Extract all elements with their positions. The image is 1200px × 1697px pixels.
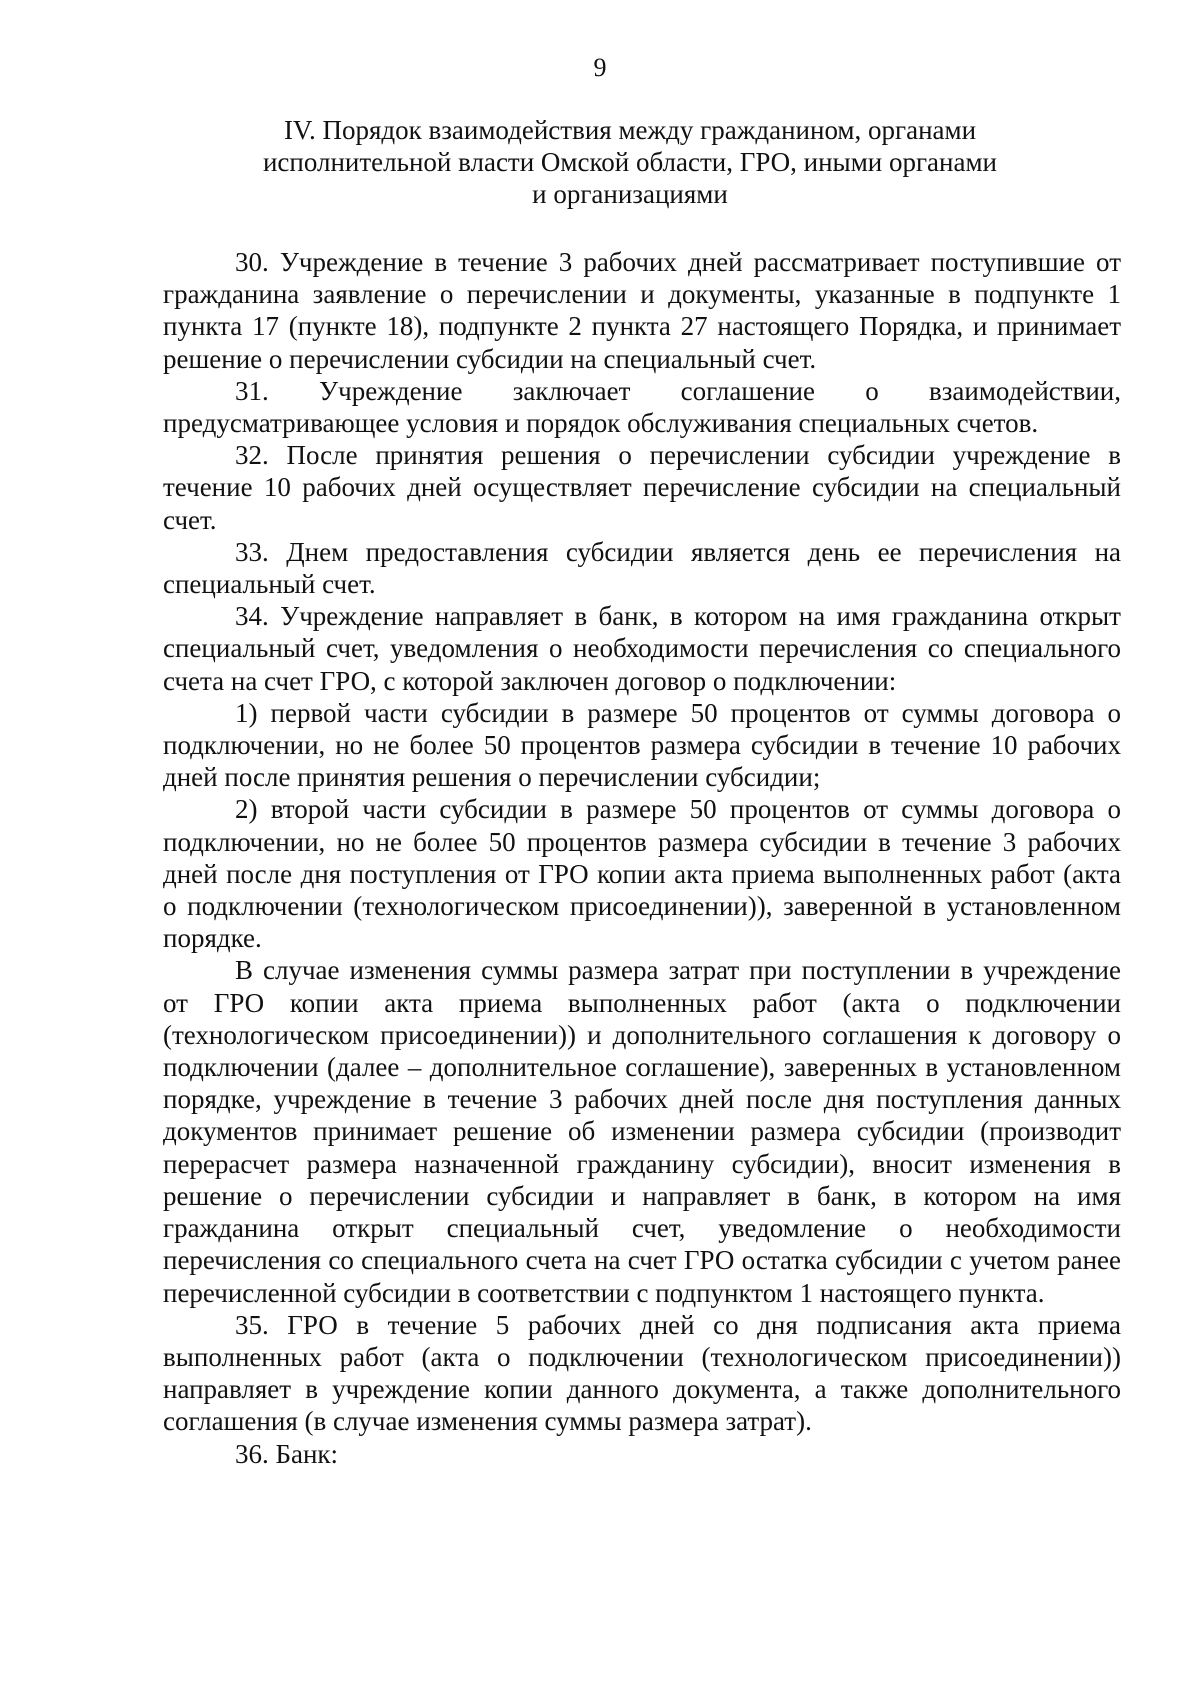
paragraph-31: 31. Учреждение заключает соглашение о взаимодействии, предусматривающее условия и порядок обслуживания специальных счетов. — [163, 375, 1121, 439]
section-heading-line: IV. Порядок взаимодействия между гражданином, органами — [283, 115, 977, 145]
paragraph-36: 36. Банк: — [235, 1438, 339, 1469]
paragraph-34-subitem-1: 1) первой части субсидии в размере 50 процентов от суммы договора о подключении, но не более 50 процентов размера субсидии в течение 10 рабочих дней после принятия решения о перечислении субсидии; — [163, 697, 1121, 793]
page-number: 9 — [593, 53, 607, 82]
paragraph-35: 35. ГРО в течение 5 рабочих дней со дня подписания акта приема выполненных работ (акта о подключении (технологическом присоединении)) направляет в учреждение копии данного документа, а также дополнительного соглашения (в случае изменения суммы размера затрат). — [163, 1309, 1121, 1437]
section-heading-line: и организациями — [532, 179, 728, 209]
section-heading-line: исполнительной власти Омской области, ГРО, иными органами — [262, 147, 998, 177]
section-heading — [200, 114, 1060, 210]
paragraph-30: 30. Учреждение в течение 3 рабочих дней рассматривает поступившие от гражданина заявление о перечислении и документы, указанные в подпункте 1 пункта 17 (пункте 18), подпункте 2 пункта 27 настоящего Порядка, и принимает решение о перечислении субсидии на специальный счет. — [163, 247, 1121, 374]
paragraph-34-subitem-2: 2) второй части субсидии в размере 50 процентов от суммы договора о подключении, но не более 50 процентов размера субсидии в течение 3 рабочих дней после дня поступления от ГРО копии акта приема выполненных работ (акта о подключении (технологическом присоединении)), заверенной в установленном порядке. — [163, 794, 1121, 954]
document-body — [163, 246, 1121, 1470]
paragraph-32: 32. После принятия решения о перечислении субсидии учреждение в течение 10 рабочих дней осуществляет перечисление субсидии на специальный счет. — [163, 440, 1121, 535]
paragraph-33: 33. Днем предоставления субсидии является день ее перечисления на специальный счет. — [163, 536, 1121, 600]
paragraph-34: 34. Учреждение направляет в банк, в котором на имя гражданина открыт специальный счет, уведомления о необходимости перечисления со специального счета на счет ГРО, с которой заключен договор о подключении: — [163, 601, 1121, 696]
paragraph-34-change-clause: В случае изменения суммы размера затрат при поступлении в учреждение от ГРО копии акта приема выполненных работ (акта о подключении (технологическом присоединении)) и дополнительного соглашения к договору о подключении (далее – дополнительное соглашение), заверенных в установленном порядке, учреждение в течение 3 рабочих дней после дня поступления данных документов принимает решение об изменении размера субсидии (производит перерасчет размера назначенной гражданину субсидии), вносит изменения в решение о перечислении субсидии и направляет в банк, в котором на имя гражданина открыт специальный счет, уведомление о необходимости перечисления со специального счета на счет ГРО остатка субсидии с учетом ранее перечисленной субсидии в соответствии с подпунктом 1 настоящего пункта. — [163, 955, 1121, 1308]
